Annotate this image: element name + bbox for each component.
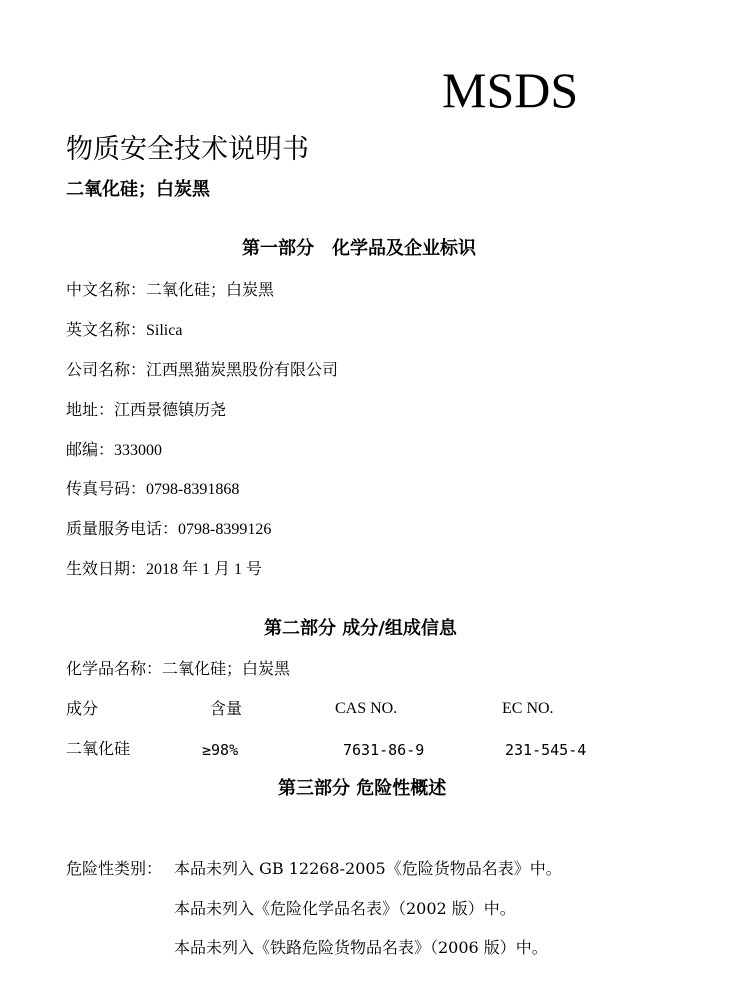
section-title-part2: 第二部分 成分/组成信息 — [264, 618, 457, 639]
info-value: 江西景德镇历尧 — [114, 400, 227, 419]
info-value: 2018 年 1 月 1 号 — [146, 561, 263, 578]
hazard-line: 本品未列入 GB 12268-2005《危险货物品名表》中。 — [174, 859, 562, 878]
info-value: 333000 — [114, 442, 163, 459]
info-row-service-phone — [66, 518, 271, 541]
info-label: 传真号码： — [66, 479, 147, 498]
info-value: 0798-8391868 — [146, 481, 240, 498]
chemical-name-row — [66, 658, 290, 680]
section-title-part1: 第一部分 化学品及企业标识 — [242, 238, 476, 259]
table-header-content: 含量 — [210, 699, 243, 718]
info-value: 二氧化硅；白炭黑 — [162, 659, 291, 678]
table-cell-cas: 7631-86-9 — [343, 741, 425, 759]
document-title-en: MSDS — [442, 62, 579, 118]
info-row-chinese-name — [66, 279, 274, 301]
info-row-address — [66, 399, 226, 421]
document-title-cn: 物质安全技术说明书 — [66, 134, 309, 165]
info-value: 二氧化硅；白炭黑 — [146, 280, 275, 299]
table-header-cas: CAS NO. — [335, 700, 398, 717]
table-cell-ec: 231-545-4 — [505, 741, 587, 759]
info-row-effective-date — [66, 558, 262, 581]
info-label: 质量服务电话： — [66, 519, 179, 538]
table-header-component: 成分 — [66, 699, 99, 718]
product-name: 二氧化硅；白炭黑 — [66, 179, 210, 200]
info-row-english-name — [66, 319, 182, 342]
table-cell-component: 二氧化硅 — [66, 739, 131, 758]
info-value: 江西黑猫炭黑股份有限公司 — [146, 360, 339, 379]
info-label: 中文名称： — [66, 280, 147, 299]
info-label: 地址： — [66, 400, 115, 419]
info-value: 0798-8399126 — [178, 521, 272, 538]
hazard-line: 本品未列入《危险化学品名表》（2002 版）中。 — [174, 899, 516, 918]
info-label: 邮编： — [66, 440, 115, 459]
info-label: 英文名称： — [66, 320, 147, 339]
info-label: 生效日期： — [66, 559, 147, 578]
hazard-category-label: 危险性类别： — [66, 859, 163, 878]
hazard-line: 本品未列入《铁路危险货物品名表》（2006 版）中。 — [174, 938, 548, 957]
table-header-ec: EC NO. — [502, 700, 554, 717]
info-row-fax — [66, 478, 239, 501]
info-label: 公司名称： — [66, 360, 147, 379]
table-cell-content: ≥98% — [202, 741, 239, 759]
section-title-part3: 第三部分 危险性概述 — [278, 778, 447, 799]
info-row-postcode — [66, 439, 162, 462]
info-value: Silica — [146, 322, 183, 339]
info-row-company-name — [66, 359, 338, 381]
info-label: 化学品名称： — [66, 659, 163, 678]
